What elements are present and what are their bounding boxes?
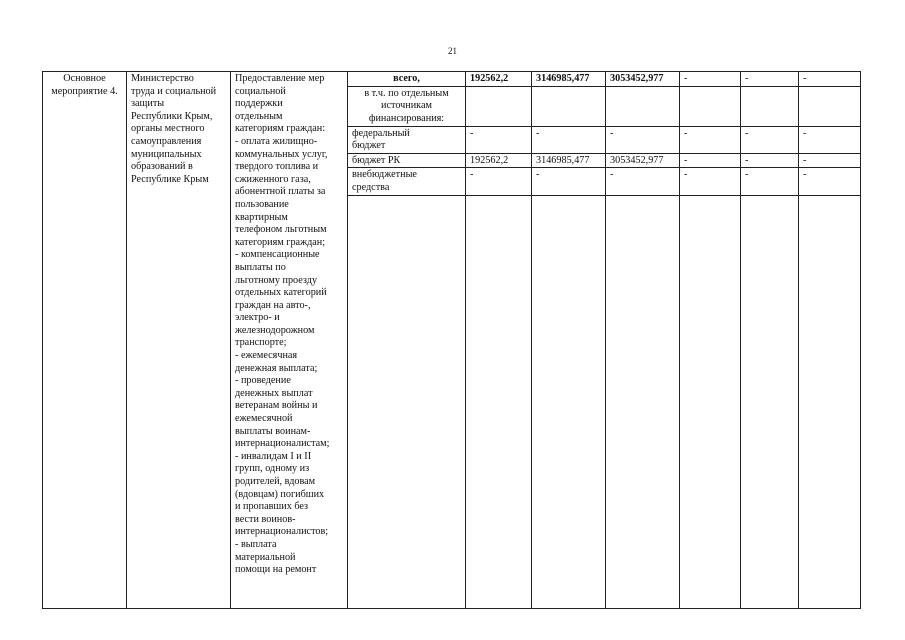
activity-description-cell: Предоставление мер социальной поддержки отдельным категориям граждан: - оплата жилищно- коммунальных услуг, твердого топлива и сжиженного газа, абонентной платы за пользование квартирным телефоном льготным категориям граждан; - компенсационные выплаты по льготному проезду отдельных категорий граждан на авто-, электро- и железнодорожном транспорте; - ежемесячная денежная выплата; - проведение денежных выплат ветеранам войны и ежемесячной выплаты воинам- интернационалистам; - инвалидам I и II групп, одному из родителей, вдовам (вдовцам) погибших и пропавших без вести воинов- интернационалистов; - выплата материальной помощи на ремонт — [231, 72, 348, 609]
value-cell: - — [741, 153, 799, 168]
empty-cell — [680, 195, 741, 608]
value-cell: - — [799, 126, 861, 153]
value-cell: - — [799, 72, 861, 87]
value-cell: 3146985,477 — [532, 153, 606, 168]
funding-source-cell: всего, — [348, 72, 466, 87]
value-cell: - — [741, 168, 799, 195]
value-cell: 192562,2 — [466, 72, 532, 87]
value-cell: - — [741, 72, 799, 87]
program-activity-table — [42, 71, 861, 609]
empty-cell — [532, 195, 606, 608]
value-cell: - — [741, 126, 799, 153]
value-cell: - — [680, 168, 741, 195]
value-cell: - — [680, 153, 741, 168]
executor-cell: Министерство труда и социальной защиты Республики Крым, органы местного самоуправления муниципальных образований в Республике Крым — [127, 72, 231, 609]
value-cell — [532, 86, 606, 126]
activity-name-cell: Основное мероприятие 4. — [43, 72, 127, 609]
empty-cell — [348, 195, 466, 608]
value-cell — [741, 86, 799, 126]
funding-source-cell: бюджет РК — [348, 153, 466, 168]
value-cell: - — [680, 126, 741, 153]
value-cell: - — [606, 168, 680, 195]
value-cell: - — [532, 168, 606, 195]
value-cell: 3053452,977 — [606, 72, 680, 87]
value-cell: - — [466, 126, 532, 153]
value-cell: - — [799, 153, 861, 168]
value-cell: 3053452,977 — [606, 153, 680, 168]
value-cell: - — [532, 126, 606, 153]
table-row-total — [43, 72, 861, 87]
value-cell: - — [680, 72, 741, 87]
value-cell — [680, 86, 741, 126]
value-cell: 3146985,477 — [532, 72, 606, 87]
empty-cell — [741, 195, 799, 608]
value-cell: - — [799, 168, 861, 195]
empty-cell — [466, 195, 532, 608]
page-number: 21 — [448, 46, 457, 56]
value-cell: - — [466, 168, 532, 195]
value-cell: 192562,2 — [466, 153, 532, 168]
empty-cell — [606, 195, 680, 608]
value-cell — [799, 86, 861, 126]
value-cell — [466, 86, 532, 126]
empty-cell — [799, 195, 861, 608]
value-cell — [606, 86, 680, 126]
funding-source-cell: федеральный бюджет — [348, 126, 466, 153]
funding-source-cell: внебюджетные средства — [348, 168, 466, 195]
value-cell: - — [606, 126, 680, 153]
funding-source-cell: в т.ч. по отдельным источникам финансирования: — [348, 86, 466, 126]
